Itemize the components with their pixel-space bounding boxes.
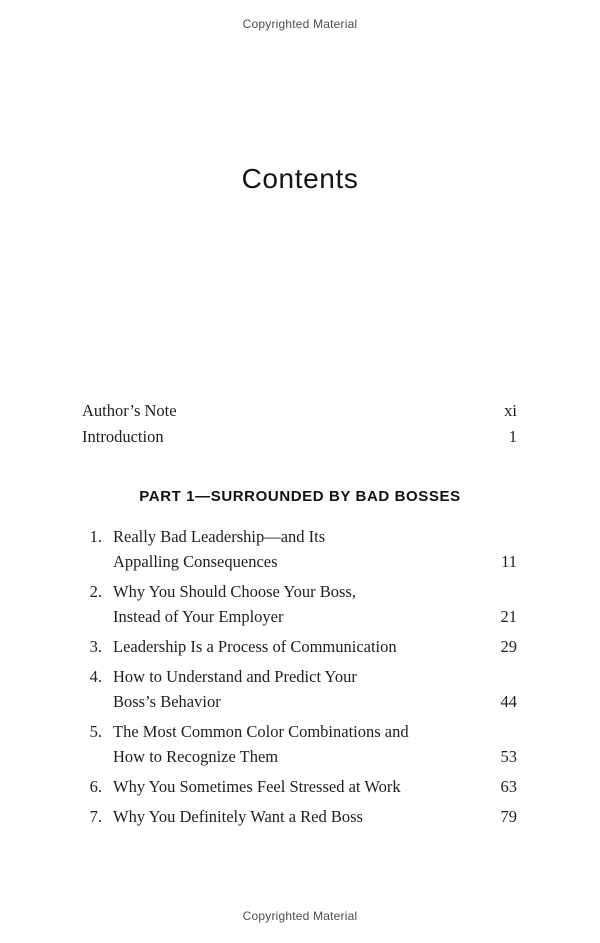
chapter-number: 1. [89, 527, 102, 546]
chapter-title-line: Why You Sometimes Feel Stressed at Work [113, 777, 401, 796]
chapter-title-line: Why You Definitely Want a Red Boss [113, 807, 363, 826]
chapter-entry [82, 524, 517, 574]
chapter-title [113, 719, 409, 769]
chapter-page-number: 79 [500, 807, 517, 826]
entry-page-number: xi [504, 401, 517, 420]
chapter-title-line: Instead of Your Employer [113, 607, 284, 626]
chapter-title-line: Leadership Is a Process of Communication [113, 637, 397, 656]
chapter-title [113, 524, 325, 574]
chapter-title-line: Boss’s Behavior [113, 692, 221, 711]
front-matter-list [82, 398, 517, 450]
chapter-entry [82, 579, 517, 629]
chapter-title-line: Appalling Consequences [113, 552, 278, 571]
chapter-title-line: The Most Common Color Combinations and [113, 722, 409, 741]
chapter-page-number: 11 [501, 552, 517, 571]
part-header: PART 1—SURROUNDED BY BAD BOSSES [139, 488, 461, 505]
chapter-number: 5. [89, 722, 102, 741]
chapter-page-number: 53 [500, 747, 517, 766]
chapter-title-line: Why You Should Choose Your Boss, [113, 582, 356, 601]
chapter-page-number: 63 [500, 777, 517, 796]
chapter-title [113, 664, 357, 714]
copyright-notice-top: Copyrighted Material [242, 17, 358, 31]
chapter-entry [82, 719, 517, 769]
chapter-list [82, 524, 517, 834]
page-title: Contents [241, 163, 359, 194]
chapter-title-line: How to Understand and Predict Your [113, 667, 357, 686]
chapter-title-line: How to Recognize Them [113, 747, 279, 766]
chapter-number: 6. [89, 777, 102, 796]
chapter-title-line: Really Bad Leadership—and Its [113, 527, 326, 546]
chapter-title [113, 634, 397, 659]
chapter-number: 4. [89, 667, 102, 686]
chapter-entry [82, 664, 517, 714]
chapter-page-number: 21 [500, 607, 517, 626]
copyright-notice-bottom: Copyrighted Material [242, 909, 358, 923]
chapter-page-number: 29 [500, 637, 517, 656]
entry-label: Introduction [82, 427, 164, 446]
entry-page-number: 1 [508, 427, 517, 446]
toc-entry [82, 398, 517, 424]
entry-label: Author’s Note [82, 401, 177, 420]
chapter-number: 7. [89, 807, 102, 826]
chapter-page-number: 44 [500, 692, 517, 711]
toc-entry [82, 424, 517, 450]
chapter-title [113, 579, 356, 629]
chapter-entry [82, 804, 517, 829]
chapter-title [113, 774, 401, 799]
chapter-number: 2. [89, 582, 102, 601]
chapter-number: 3. [89, 637, 102, 656]
chapter-entry [82, 774, 517, 799]
chapter-entry [82, 634, 517, 659]
chapter-title [113, 804, 363, 829]
